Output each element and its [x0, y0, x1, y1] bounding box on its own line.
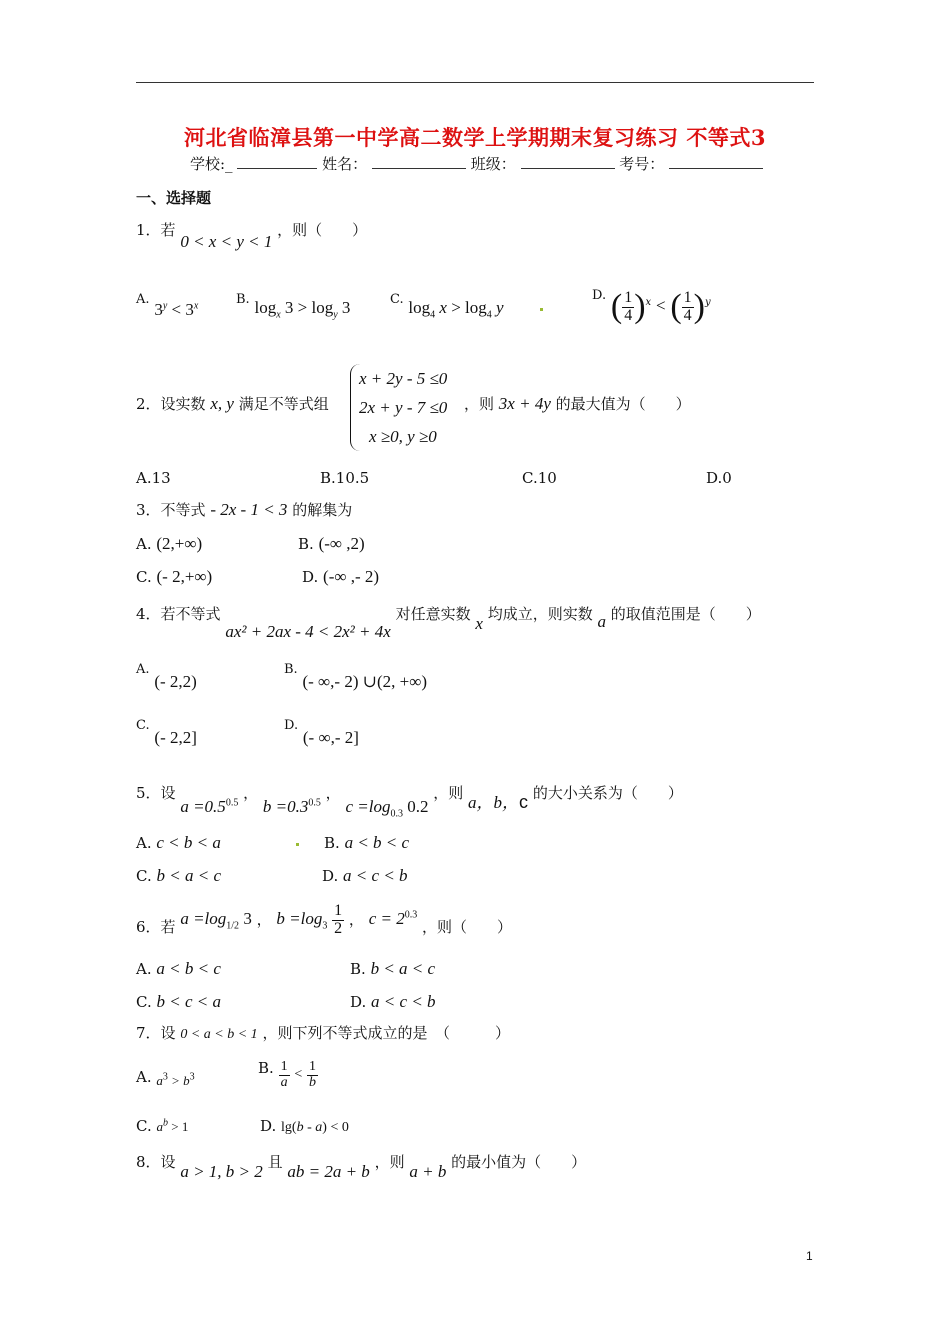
option-label: B.	[284, 662, 298, 677]
option-math: $a^b > 1$	[156, 1117, 189, 1134]
q6-option-d[interactable]	[350, 992, 436, 1012]
question-5: 5．设 $a =0.5^{0.5}$ ， $b =0.3^{0.5}$ ， $c =\log_{0.3}$ 0.2 ，则 a，b，c 的大小关系为（ ）	[136, 784, 683, 820]
q2-option-d[interactable]	[706, 469, 732, 487]
q5-option-c[interactable]	[136, 866, 221, 886]
math-expr: - 2x - 1 < 3	[210, 500, 288, 519]
option-text: (- 2,2]	[154, 728, 197, 747]
math-c-var: c	[519, 792, 529, 812]
option-text: (- ∞,- 2]	[302, 728, 359, 747]
fraction-one-half: $\frac{1}{2}$	[334, 902, 343, 937]
question-tail: ，则（ ）	[422, 918, 513, 937]
option-label: A.	[136, 960, 152, 978]
q7-option-c[interactable]	[136, 1117, 188, 1135]
question-number: 5．设	[136, 784, 176, 802]
option-label: C.	[136, 867, 152, 885]
question-mid: 对任意实数	[395, 605, 471, 623]
frac-1-b: $\frac{1}{b}$	[309, 1059, 317, 1090]
option-label: A.	[136, 469, 152, 487]
q3-option-d[interactable]	[302, 567, 379, 587]
option-text: b < c < a	[156, 992, 221, 1011]
question-2	[136, 393, 329, 414]
option-label: C.	[136, 993, 152, 1011]
option-label: D.	[302, 568, 319, 586]
q7-option-b[interactable]: B. $\frac{1}{a}$ < $\frac{1}{b}$	[258, 1059, 317, 1090]
question-number: 1．若	[136, 221, 176, 239]
system-line: 2x + y - 7 ≤0	[359, 398, 448, 417]
math-expr: 3x + 4y	[498, 394, 551, 413]
question-4	[136, 603, 761, 641]
math-var: a	[597, 612, 606, 631]
q3-option-c[interactable]	[136, 567, 212, 587]
option-text: 13	[151, 469, 171, 487]
q2-option-b[interactable]	[320, 469, 369, 487]
math-var: x	[475, 614, 483, 633]
question-number: 2．设实数	[136, 395, 206, 413]
option-label: D.	[322, 867, 339, 885]
math-c: $c = 2^{0.3}$	[368, 909, 418, 929]
option-math: ( $\frac{1}{4}$ )$^x$ < ( $\frac{1}{4}$ )$^y$	[610, 288, 711, 325]
option-label: D.	[284, 718, 299, 733]
option-label: C.	[136, 568, 152, 586]
option-math: $a^3 > b^3$	[156, 1071, 195, 1088]
q4-option-a[interactable]	[136, 662, 197, 691]
class-blank[interactable]	[521, 155, 615, 169]
question-6: 6．若 $a =\log_{1/2}$ 3 ， $b =\log_3$ $\frac{1}{2}$ ， $c = 2^{0.3}$ ，则（ ）	[136, 902, 513, 937]
option-math: $\log_x 3 > \log_y 3$	[254, 298, 351, 321]
option-label: B.	[320, 469, 336, 487]
question-then: ，则	[374, 1153, 405, 1171]
frac-1-a: $\frac{1}{a}$	[280, 1059, 288, 1090]
question-tail: 的解集为	[292, 501, 353, 519]
question-number: 3．不等式	[136, 501, 206, 519]
q7-option-a[interactable]	[136, 1068, 195, 1086]
question-mid: 满足不等式组	[238, 395, 329, 413]
option-text: a < c < b	[343, 866, 408, 885]
q3-option-a[interactable]	[136, 534, 202, 554]
q2-option-c[interactable]	[522, 469, 557, 487]
document-title: 河北省临漳县第一中学高二数学上学期期末复习练习 不等式3	[184, 125, 766, 150]
option-label: A.	[136, 662, 150, 677]
q3-option-b[interactable]	[298, 534, 365, 554]
option-math: $3^y < 3^x$	[154, 300, 199, 319]
question-tail: ，则下列不等式成立的是 （ ）	[262, 1024, 510, 1042]
q4-option-d[interactable]	[284, 718, 359, 747]
option-text: b < a < c	[370, 959, 436, 978]
option-label: A.	[136, 834, 152, 852]
option-label: D.	[592, 288, 607, 303]
q1-option-b[interactable]	[236, 292, 351, 321]
option-text: a < b < c	[344, 833, 410, 852]
math-expr: ax² + 2ax - 4 < 2x² + 4x	[225, 622, 391, 641]
option-label: B.	[350, 960, 366, 978]
question-2-tail	[464, 393, 691, 414]
math-condition: 0 < a < b < 1	[180, 1027, 258, 1042]
option-text: b < a < c	[156, 866, 221, 885]
question-1	[136, 219, 368, 251]
class-label: 班级：	[470, 155, 516, 173]
math-c: $c =\log_{0.3}$ 0.2	[345, 797, 429, 820]
option-label: C.	[390, 292, 404, 307]
math-condition: a > 1, b > 2	[180, 1162, 263, 1181]
q1-option-d[interactable]	[592, 288, 711, 326]
option-text: 10	[537, 469, 557, 487]
page-number: 1	[806, 1249, 813, 1263]
option-label: C.	[136, 1117, 152, 1135]
q7-option-d[interactable]	[260, 1117, 349, 1136]
id-blank[interactable]	[669, 155, 763, 169]
section-heading: 一、选择题	[136, 189, 212, 207]
id-label: 考号：	[619, 155, 665, 173]
question-3	[136, 499, 352, 520]
option-label: C.	[522, 469, 538, 487]
math-condition: 0 < x < y < 1	[180, 232, 273, 251]
option-text: a < c < b	[371, 992, 436, 1011]
school-label: 学校:_	[190, 155, 233, 173]
name-blank[interactable]	[372, 155, 466, 169]
math-abc: a，b，	[468, 793, 520, 812]
math-vars: x, y	[210, 394, 234, 413]
stray-mark	[540, 308, 543, 311]
option-math: lg(b - a) < 0	[281, 1120, 349, 1135]
option-label: D.	[260, 1117, 277, 1135]
question-tail: 的最小值为（ ）	[451, 1153, 587, 1171]
q4-option-b[interactable]	[284, 662, 428, 691]
option-text: a < b < c	[156, 959, 221, 978]
option-text: 10.5	[335, 469, 370, 487]
math-b: $b =0.3^{0.5}$	[262, 797, 321, 816]
q6-option-a[interactable]	[136, 959, 221, 979]
question-tail: 的大小关系为（ ）	[532, 784, 683, 802]
option-label: A.	[136, 1068, 152, 1086]
student-info-line	[190, 153, 763, 174]
option-text: (- 2,+∞)	[156, 567, 213, 586]
q5-option-a[interactable]	[136, 833, 221, 853]
header-rule	[136, 82, 814, 83]
question-tail: ，则（ ）	[277, 221, 368, 239]
question-number: 4．若不等式	[136, 605, 221, 623]
option-text: (2,+∞)	[156, 534, 203, 553]
question-mid: 均成立，则实数	[487, 605, 593, 623]
option-label: B.	[324, 834, 340, 852]
option-text: (-∞ ,- 2)	[323, 567, 380, 586]
math-condition: ab = 2a + b	[287, 1162, 370, 1181]
question-number: 8．设	[136, 1153, 176, 1171]
math-a: $a =0.5^{0.5}$	[180, 797, 239, 816]
option-math: $\log_4 x > \log_4 y$	[408, 298, 504, 321]
question-number: 7．设	[136, 1024, 176, 1042]
q4-option-c[interactable]	[136, 718, 197, 747]
question-number: 6．若	[136, 918, 176, 937]
question-8	[136, 1151, 587, 1181]
q6-option-c[interactable]	[136, 992, 221, 1012]
q5-option-d[interactable]	[322, 866, 408, 886]
option-text: c < b < a	[156, 833, 221, 852]
system-line: x ≥0, y ≥0	[369, 427, 437, 446]
option-text: (-∞ ,2)	[318, 534, 365, 553]
question-tail: 的最大值为（ ）	[555, 395, 691, 413]
question-and: 且	[267, 1153, 283, 1171]
question-then: ，则	[433, 784, 464, 802]
question-tail: 的取值范围是（ ）	[610, 605, 761, 623]
stray-mark	[296, 843, 299, 846]
question-then: ，则	[464, 395, 495, 413]
option-label: D.	[350, 993, 367, 1011]
school-blank[interactable]	[237, 155, 317, 169]
option-label: B.	[298, 535, 314, 553]
option-text: (- 2,2)	[154, 672, 197, 691]
math-a: $a =\log_{1/2}$ 3	[180, 909, 252, 932]
option-text: 0	[722, 469, 732, 487]
option-text: (- ∞,- 2) ∪(2, +∞)	[302, 672, 428, 691]
inequality-system	[350, 364, 447, 451]
name-label: 姓名：	[322, 155, 368, 173]
math-b: $b =\log_3$	[276, 909, 328, 932]
math-expr: a + b	[409, 1162, 447, 1181]
q1-option-a[interactable]	[136, 292, 199, 319]
q6-option-b[interactable]	[350, 959, 435, 979]
option-label: D.	[706, 469, 723, 487]
option-label: A.	[136, 535, 152, 553]
option-label: C.	[136, 718, 150, 733]
option-label: B.	[236, 292, 250, 307]
system-line: x + 2y - 5 ≤0	[359, 369, 448, 388]
option-label: A.	[136, 292, 150, 307]
q5-option-b[interactable]	[324, 833, 409, 853]
option-label: B.	[258, 1059, 274, 1078]
question-7	[136, 1022, 510, 1043]
q2-option-a[interactable]	[136, 469, 171, 487]
q1-option-c[interactable]	[390, 292, 504, 321]
